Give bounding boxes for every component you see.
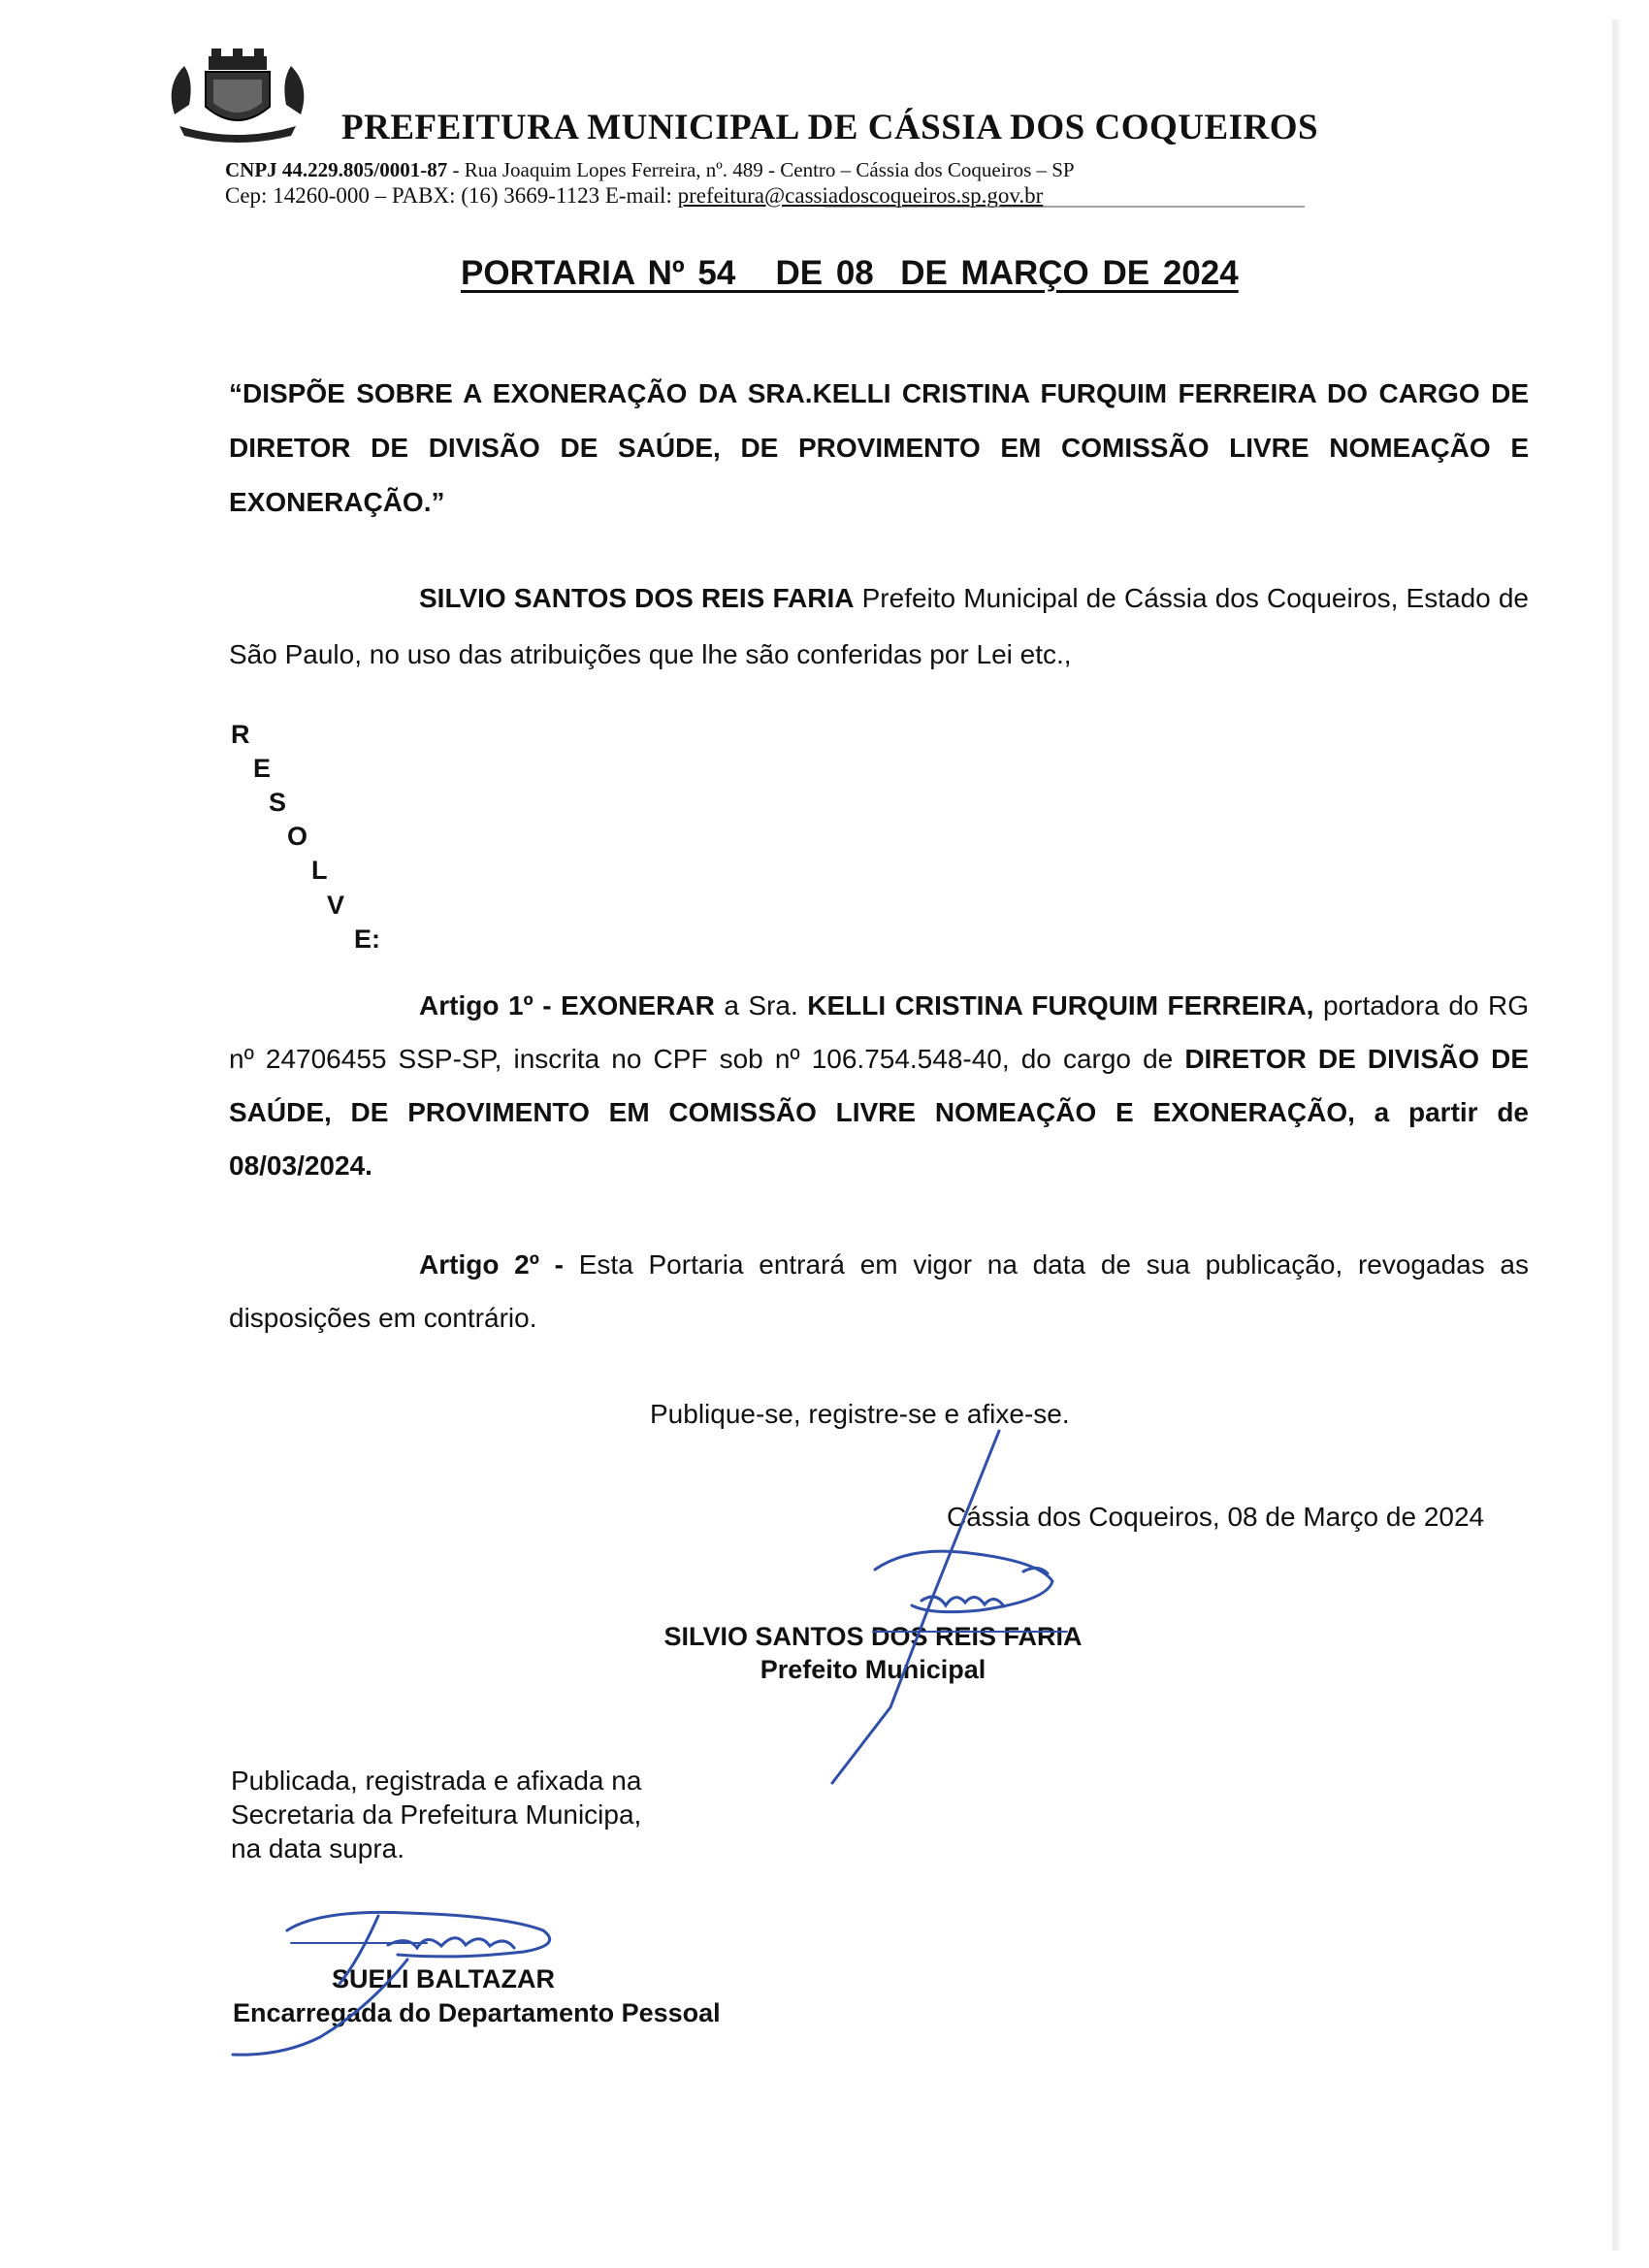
document-title: PORTARIA Nº 54 DE 08 DE MARÇO DE 2024: [461, 254, 1239, 292]
publication-order: Publique-se, registre-se e afixe-se.: [650, 1399, 1070, 1429]
mayor-signature-icon: [832, 1431, 1067, 1783]
header-contact-text: Cep: 14260-000 – PABX: (16) 3669-1123 E-mail:: [225, 183, 678, 208]
staff-name: SUELI BALTAZAR: [332, 1964, 555, 1993]
preamble-text: Prefeito Municipal de Cássia dos Coqueiros, Estado de São Paulo, no uso das atribuições que lhe são conferidas por Lei etc.,: [229, 583, 1529, 669]
preamble: [229, 570, 1529, 683]
article-2-label: Artigo 2º -: [419, 1249, 565, 1280]
mayor-name: SILVIO SANTOS DOS REIS FARIA: [663, 1622, 1083, 1651]
scan-edge-shadow: [1610, 19, 1620, 2251]
header-cnpj: CNPJ 44.229.805/0001-87: [225, 158, 448, 181]
date-line: Cássia dos Coqueiros, 08 de Março de 2024: [947, 1502, 1485, 1532]
publication-note-line: na data supra.: [231, 1833, 405, 1863]
resolve-letter: V: [327, 891, 345, 920]
resolve-letter: O: [287, 822, 308, 851]
coat-of-arms-icon: [155, 47, 320, 144]
mayor-role: Prefeito Municipal: [760, 1655, 986, 1684]
publication-note: [231, 1764, 813, 1865]
mayor-signature-block: [582, 1620, 1164, 1686]
header-email-link[interactable]: prefeitura@cassiadoscoqueiros.sp.gov.br: [677, 183, 1044, 208]
staff-role: Encarregada do Departamento Pessoal: [233, 1998, 721, 2027]
resolve-letter: E:: [354, 924, 380, 954]
resolve-letter: L: [311, 856, 328, 885]
article-1: [229, 979, 1529, 1192]
article-2: [229, 1238, 1529, 1345]
preamble-name: SILVIO SANTOS DOS REIS FARIA: [419, 583, 855, 613]
article-2-text: Esta Portaria entrará em vigor na data de sua publicação, revogadas as disposições em contrário.: [229, 1249, 1530, 1333]
header-title: PREFEITURA MUNICIPAL DE CÁSSIA DOS COQUEIROS: [341, 108, 1319, 147]
article-1-text-b: portadora do RG nº 24706455 SSP-SP, inscrita no CPF sob nº 106.754.548-40, do cargo de: [229, 990, 1530, 1074]
article-1-position: DIRETOR DE DIVISÃO DE SAÚDE, DE PROVIMENTO EM COMISSÃO LIVRE NOMEAÇÃO E EXONERAÇÃO, a partir de 08/03/2024.: [229, 1044, 1529, 1181]
article-1-text-a: a Sra.: [714, 990, 808, 1021]
resolve-letter: S: [269, 788, 287, 817]
article-1-person: KELLI CRISTINA FURQUIM FERREIRA,: [807, 990, 1314, 1021]
ementa: “DISPÕE SOBRE A EXONERAÇÃO DA SRA.KELLI CRISTINA FURQUIM FERREIRA DO CARGO DE DIRETOR DE DIVISÃO DE SAÚDE, DE PROVIMENTO EM COMISSÃO LIVRE NOMEAÇÃO E EXONERAÇÃO.”: [229, 378, 1529, 517]
header-address: [225, 158, 1389, 182]
header-address-text: - Rua Joaquim Lopes Ferreira, nº. 489 - Centro – Cássia dos Coqueiros – SP: [447, 158, 1075, 181]
resolve-letter: R: [231, 720, 250, 749]
publication-note-line: Publicada, registrada e afixada na: [231, 1766, 642, 1796]
header-contact: [225, 183, 1389, 209]
publication-note-line: Secretaria da Prefeitura Municipa,: [231, 1799, 642, 1830]
article-1-label: Artigo 1º - EXONERAR: [419, 990, 715, 1021]
resolve-letter: E: [253, 754, 272, 783]
staff-signature-block: [233, 1962, 912, 2030]
